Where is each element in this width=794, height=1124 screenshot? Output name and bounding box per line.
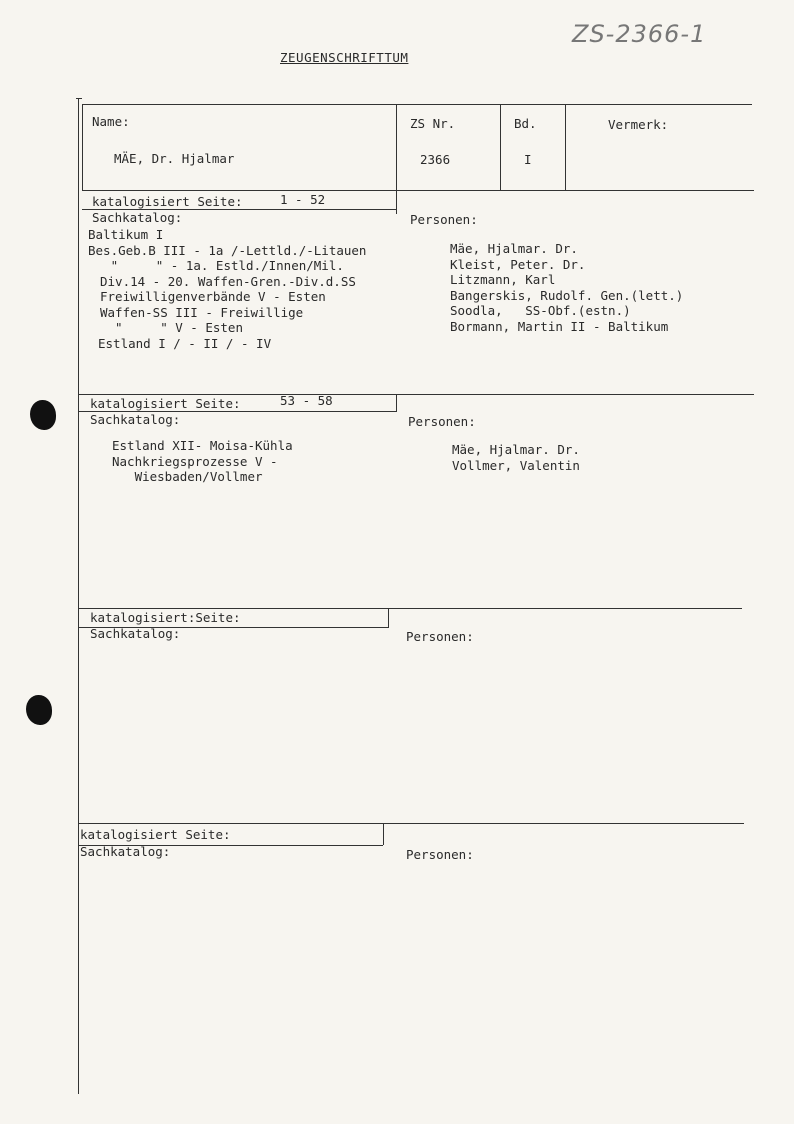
list-item: Freiwilligenverbände V - Esten [100,289,326,304]
personen-label: Personen: [406,629,474,644]
list-item: Estland I / - II / - IV [98,335,272,351]
personen-label: Personen: [406,847,474,862]
catalog-label: katalogisiert Seite: [90,396,241,411]
sachkatalog-label: Sachkatalog: [80,844,171,859]
list-item: Mäe, Hjalmar. Dr. [450,241,578,256]
list-item: Div.14 - 20. Waffen-Gren.-Div.d.SS [100,273,356,289]
list-item: Estland XII- Moisa-Kühla [112,438,293,453]
list-item: Soodla, SS-Obf.(estn.) [450,303,631,318]
handwritten-reference: ZS-2366-1 [572,20,707,48]
catalog-pages: 1 - 52 [280,192,326,207]
list-item: " " - 1a. Estld./Innen/Mil. [88,258,344,273]
list-item: Wiesbaden/Vollmer [112,469,263,484]
catalog-label: katalogisiert:Seite: [90,610,241,625]
personen-label: Personen: [408,414,476,429]
list-item: Bangerskis, Rudolf. Gen.(lett.) [450,287,684,303]
zs-number-value: 2366 [420,152,451,167]
sachkatalog-label: Sachkatalog: [90,626,181,641]
list-item: Nachkriegsprozesse V - [112,453,278,469]
punch-hole-top [30,400,56,430]
left-margin-line [78,98,79,1094]
list-item: Vollmer, Valentin [452,457,580,473]
sachkatalog-list [88,227,367,351]
catalog-label: katalogisiert Seite: [80,827,231,842]
left-margin-tick [76,98,82,99]
volume-label: Bd. [514,116,537,131]
volume-value: I [524,152,532,167]
list-item: Bormann, Martin II - Baltikum [450,318,669,334]
list-item: " " V - Esten [100,320,243,335]
page-title: ZEUGENSCHRIFTTUM [280,50,409,65]
list-item: Baltikum I [88,227,164,242]
list-item: Kleist, Peter. Dr. [450,256,586,272]
personen-list [452,442,580,473]
sachkatalog-list [112,438,293,485]
sachkatalog-label: Sachkatalog: [92,210,183,225]
zs-number-label: ZS Nr. [410,116,456,131]
catalog-label: katalogisiert Seite: [92,194,243,209]
personen-list [450,241,683,334]
name-value: MÄE, Dr. Hjalmar [114,151,235,166]
vermerk-label: Vermerk: [608,117,669,132]
name-label: Name: [92,114,130,129]
list-item: Bes.Geb.B III - 1a /-Lettld./-Litauen [88,242,367,258]
list-item: Mäe, Hjalmar. Dr. [452,442,580,457]
catalog-pages: 53 - 58 [280,393,333,408]
punch-hole-bottom [26,695,52,725]
list-item: Litzmann, Karl [450,272,556,287]
sachkatalog-label: Sachkatalog: [90,412,181,427]
list-item: Waffen-SS III - Freiwillige [100,304,304,320]
personen-label: Personen: [410,212,478,227]
